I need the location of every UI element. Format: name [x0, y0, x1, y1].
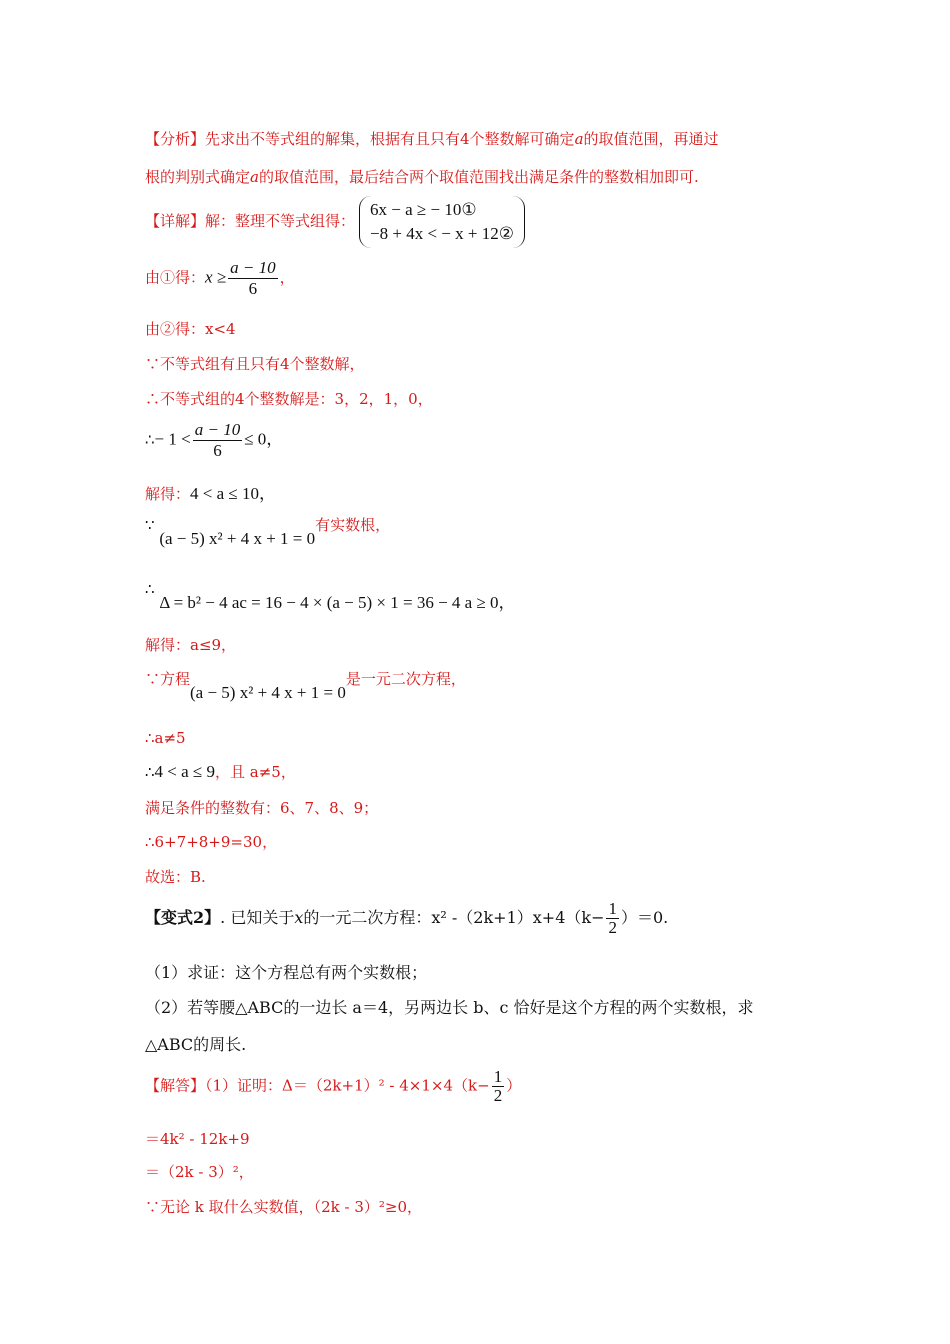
step-8: ∴ Δ = b² − 4 ac = 16 − 4 × (a − 5) × 1 = 36 − 4 a ≥ 0， — [145, 580, 516, 612]
step-6: 解得：4 < a ≤ 10， — [145, 484, 276, 503]
step-4: ∴不等式组的4个整数解是：3，2，1，0， — [145, 390, 433, 408]
variant-heading: 【变式2】. 已知关于x的一元二次方程：x² -（2k+1）x+4（k− $\frac{1}{2}$ ）＝0. — [145, 899, 669, 937]
analysis-line-1: 【分析】先求出不等式组的解集，根据有且只有4个整数解可确定a的取值范围，再通过 — [145, 130, 719, 148]
step-7: ∵ (a − 5) x² + 4 x + 1 = 0有实数根， — [145, 516, 391, 548]
step-12: ∴4 < a ≤ 9，且 a≠5， — [145, 762, 296, 781]
question-2-line-1: （2）若等腰△ABC的一边长 a＝4，另两边长 b、c 恰好是这个方程的两个实数根，求 — [145, 998, 754, 1017]
fraction: $\frac{1}{2}$ — [493, 1067, 503, 1105]
detail-line: 【详解】解：整理不等式组得： 6x − a ≥ − 10① −8 + 4x < − x + 12② — [145, 196, 525, 248]
step-13: 满足条件的整数有：6、7、8、9； — [145, 799, 379, 817]
answer-line-2: ＝4k² - 12k+9 — [145, 1130, 250, 1148]
answer-line-3: ＝（2k - 3）²， — [145, 1163, 254, 1181]
question-2-line-2: △ABC的周长. — [145, 1035, 247, 1054]
step-15: 故选：B. — [145, 868, 206, 886]
answer-tag: 【解答】 — [145, 1076, 206, 1095]
step-2: 由②得：x<4 — [145, 320, 236, 338]
step-10: ∵方程(a − 5) x² + 4 x + 1 = 0是一元二次方程， — [145, 670, 466, 702]
step-11: ∴a≠5 — [145, 729, 186, 747]
analysis-tag: 【分析】 — [145, 130, 206, 148]
question-1: （1）求证：这个方程总有两个实数根； — [145, 963, 428, 982]
fraction: $\frac{a - 10}{6}$ — [194, 420, 241, 460]
answer-line-1: 【解答】（1）证明：Δ＝（2k+1）² - 4×1×4（k− $\frac{1}{2}$ ） — [145, 1067, 522, 1105]
answer-line-4: ∵无论 k 取什么实数值，（2k - 3）²≥0， — [145, 1198, 423, 1216]
step-14: ∴6+7+8+9=30， — [145, 833, 278, 851]
fraction: $\frac{1}{2}$ — [608, 899, 617, 937]
step-5: ∴− 1 < $\frac{a - 10}{6}$ ≤ 0， — [145, 420, 284, 460]
analysis-line-2: 根的判别式确定a的取值范围，最后结合两个取值范围找出满足条件的整数相加即可. — [145, 168, 699, 186]
step-9: 解得：a≤9， — [145, 636, 237, 654]
variant-tag: 【变式2】 — [145, 908, 221, 927]
step-3: ∵不等式组有且只有4个整数解， — [145, 355, 365, 373]
detail-tag: 【详解】 — [145, 212, 206, 230]
step-1: 由①得：x ≥ $\frac{a - 10}{6}$ ， — [145, 258, 295, 298]
inequality-system: 6x − a ≥ − 10① −8 + 4x < − x + 12② — [359, 196, 525, 248]
fraction: $\frac{a - 10}{6}$ — [230, 258, 276, 298]
